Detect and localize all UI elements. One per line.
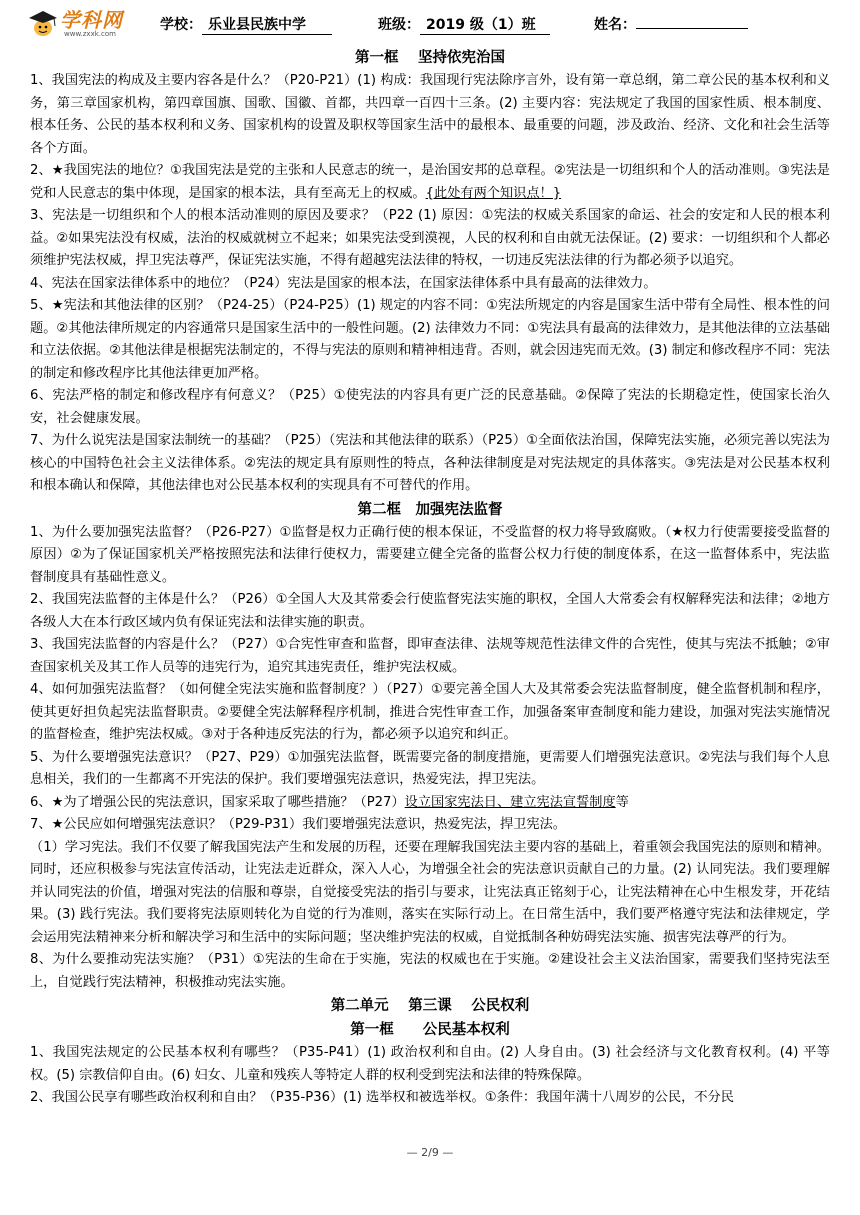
section-heading (30, 498, 830, 522)
name-field (594, 14, 748, 34)
name-value (636, 28, 748, 29)
paragraph (30, 814, 830, 837)
class-label: 班级： (378, 17, 420, 33)
paragraph-text: 1、为什么要加强宪法监督？（P26-P27）①监督是权力正确行使的根本保证，不受监督的权力将导致腐败。（★权力行使需要接受监督的原因）②为了保证国家机关严格按照宪法和法律行使权力，需要建立健全完备的监督公权力行使的制度体系，在这一监督体系中，宪法监督制度具有基础性意义。 (30, 524, 830, 585)
paragraph-text: 8、为什么要推动宪法实施？（P31）①宪法的生命在于实施，宪法的权威也在于实施。②建设社会主义法治国家，需要我们坚持宪法至上，自觉践行宪法精神，积极推动宪法实施。 (30, 952, 830, 990)
paragraph-text: 7、★公民应如何增强宪法意识？（P29-P31）我们要增强宪法意识，热爱宪法，捍卫宪法。 (30, 817, 566, 832)
underlined-text: {此处有两个知识点！} (425, 185, 562, 201)
paragraph (30, 522, 830, 590)
paragraph-text: 5、为什么要增强宪法意识？（P27、P29）①加强宪法监督，既需要完备的制度措施，更需要人们增强宪法意识。②宪法与我们每个人息息相关，我们的一生都离不开宪法的保护。我们要增强宪法意识，热爱宪法，捍卫宪法。 (30, 749, 830, 787)
class-field (378, 14, 550, 35)
logo-text: 学科网 (60, 8, 123, 32)
school-label: 学校： (160, 17, 202, 33)
paragraph-text: 7、为什么说宪法是国家法制统一的基础？（P25）（宪法和其他法律的联系）（P25）①全面依法治国，保障宪法实施，必须完善以宪法为核心的中国特色社会主义法律体系。②宪法的规定具有原则性的特点，各种法律制度是对宪法规定的具体落实。③宪法是对公民基本权利和根本确认和保障，其他法律也对公民基本权利的实现具有不可替代的作用。 (30, 433, 830, 493)
paragraph-text: 2、我国宪法监督的主体是什么？（P26）①全国人大及其常委会行使监督宪法实施的职权，全国人大常委会有权解释宪法和法律；②地方各级人大在本行政区域内负有保证宪法和法律实施的职责。 (30, 592, 830, 630)
class-value: 2019 级（1）班 (420, 14, 550, 35)
paragraph-text: 5、★宪法和其他法律的区别？（P24-25）（P24-P25）(1) 规定的内容不同：①宪法所规定的内容是国家生活中带有全局性、根本性的问题。②其他法律所规定的内容通常只是国家生活中的一般性问题。(2) 法律效力不同：①宪法具有最高的法律效力，是其他法律的立法基础和立法依据。②其他法律是根据宪法制定的，不得与宪法的原则和精神相违背。否则，就会因违宪而无效。(3) 制定和修改程序不同：宪法的制定和修改程序比其他法律更加严格。 (30, 298, 830, 381)
paragraph-text: 3、宪法是一切组织和个人的根本活动准则的原因及要求？（P22 (1) 原因：①宪法的权威关系国家的命运、社会的安定和人民的根本利益。②如果宪法没有权威，法治的权威就树立不起来；如果宪法受到漠视，人民的权利和自由就无法保证。(2) 要求：一切组织和个人都必须维护宪法权威，捍卫宪法尊严，保证宪法实施，不得有超越宪法法律的特权，一切违反宪法法律的行为都必须予以追究。 (30, 208, 830, 268)
paragraph-tail: 等 (615, 794, 629, 810)
logo (28, 4, 148, 42)
paragraph-text: （1）学习宪法。我们不仅要了解我国宪法产生和发展的历程，还要在理解我国宪法主要内容的基础上，着重领会我国宪法的原则和精神。同时，还应积极参与宪法宣传活动，让宪法走近群众，深入人心，为增强全社会的宪法意识贡献自己的力量。(2) 认同宪法。我们要理解并认同宪法的价值，增强对宪法的信服和尊崇，自觉接受宪法的指引与要求，让宪法真正铭刻于心，让宪法精神在心中生根发芽，开花结果。(3) 践行宪法。我们要将宪法原则转化为自觉的行为准则，落实在实际行动上。在日常生活中，我们要严格遵守宪法和法律规定，学会运用宪法精神来分析和解决学习和生活中的实际问题；坚决维护宪法的权威，自觉抵制各种妨碍宪法实施、损害宪法尊严的行为。 (30, 839, 830, 945)
paragraph (30, 70, 830, 160)
underlined-text: 设立国家宪法日、建立宪法宣誓制度 (404, 794, 616, 810)
graduation-cap-icon (28, 6, 58, 38)
paragraph (30, 949, 830, 994)
paragraph (30, 634, 830, 679)
paragraph (30, 1087, 830, 1110)
paragraph (30, 385, 830, 430)
paragraph-text: 4、宪法在国家法律体系中的地位？（P24）宪法是国家的根本法，在国家法律体系中具有最高的法律效力。 (30, 275, 657, 291)
paragraph (30, 160, 830, 205)
paragraph (30, 747, 830, 792)
logo-url: www.zxxk.com (64, 30, 116, 38)
paragraph (30, 679, 830, 747)
page-header (0, 0, 860, 44)
school-value: 乐业县民族中学 (202, 14, 332, 35)
paragraph-text: 6、宪法严格的制定和修改程序有何意义？（P25）①使宪法的内容具有更广泛的民意基础。②保障了宪法的长期稳定性，使国家长治久安，社会健康发展。 (30, 388, 830, 426)
paragraph-text: 1、我国宪法规定的公民基本权利有哪些？（P35-P41）(1) 政治权利和自由。(2) 人身自由。(3) 社会经济与文化教育权利。(4) 平等权。(5) 宗教信仰自由。(6) 妇女、儿童和残疾人等特定人群的权利受到宪法和法律的特殊保障。 (30, 1045, 830, 1083)
section-heading (30, 994, 830, 1018)
paragraph-text: 4、如何加强宪法监督？（如何健全宪法实施和监督制度？）（P27）①要完善全国人大及其常委会宪法监督制度，健全监督机制和程序，使其更好担负起宪法监督职责。②要健全宪法解释程序机制，推进合宪性审查工作，加强备案审查制度和能力建设，加强对宪法实施情况的监督检查，维护宪法权威。③对于各种违反宪法的行为，都必须予以追究和纠正。 (30, 682, 830, 742)
paragraph (30, 430, 830, 498)
paragraph (30, 205, 830, 273)
paragraph (30, 273, 830, 296)
heading-text: 第一框 坚持依宪治国 (354, 50, 506, 66)
paragraph-text: 2、我国公民享有哪些政治权利和自由？（P35-P36）(1) 选举权和被选举权。①条件：我国年满十八周岁的公民，不分民 (30, 1090, 734, 1105)
paragraph (30, 837, 830, 950)
name-label: 姓名： (594, 17, 636, 33)
school-field (160, 14, 332, 35)
heading-text: 第二框 加强宪法监督 (357, 501, 503, 518)
heading-text: 第二单元 第三课 公民权利 (330, 998, 530, 1014)
paragraph (30, 792, 830, 815)
page-number: — 2/9 — (406, 1146, 454, 1159)
paragraph-text: 2、★我国宪法的地位？①我国宪法是党的主张和人民意志的统一，是治国安邦的总章程。②宪法是一切组织和个人的活动准则。③宪法是党和人民意志的集中体现，是国家的根本法，具有至高无上的权威。 (30, 163, 830, 201)
heading-text: 第一框 公民基本权利 (350, 1022, 510, 1038)
paragraph (30, 589, 830, 634)
paragraph (30, 295, 830, 385)
paragraph (30, 1042, 830, 1087)
section-heading (30, 1018, 830, 1042)
document-body (30, 46, 830, 1110)
section-heading (30, 46, 830, 70)
paragraph-text: 6、★为了增强公民的宪法意识，国家采取了哪些措施？（P27） (30, 794, 405, 810)
paragraph-text: 1、我国宪法的构成及主要内容各是什么？（P20-P21）(1) 构成：我国现行宪法除序言外，设有第一章总纲，第二章公民的基本权利和义务，第三章国家机构，第四章国旗、国歌、国徽、首都，共四章一百四十三条。(2) 主要内容：宪法规定了我国的国家性质、根本制度、根本任务、公民的基本权利和义务、国家机构的设置及职权等国家生活中的最根本、最重要的问题，涉及政治、经济、文化和社会生活等各个方面。 (30, 73, 830, 156)
paragraph-text: 3、我国宪法监督的内容是什么？（P27）①合宪性审查和监督，即审查法律、法规等规范性法律文件的合宪性，使其与宪法不抵触；②审查国家机关及其工作人员等的违宪行为，追究其违宪责任，维护宪法权威。 (30, 637, 830, 675)
